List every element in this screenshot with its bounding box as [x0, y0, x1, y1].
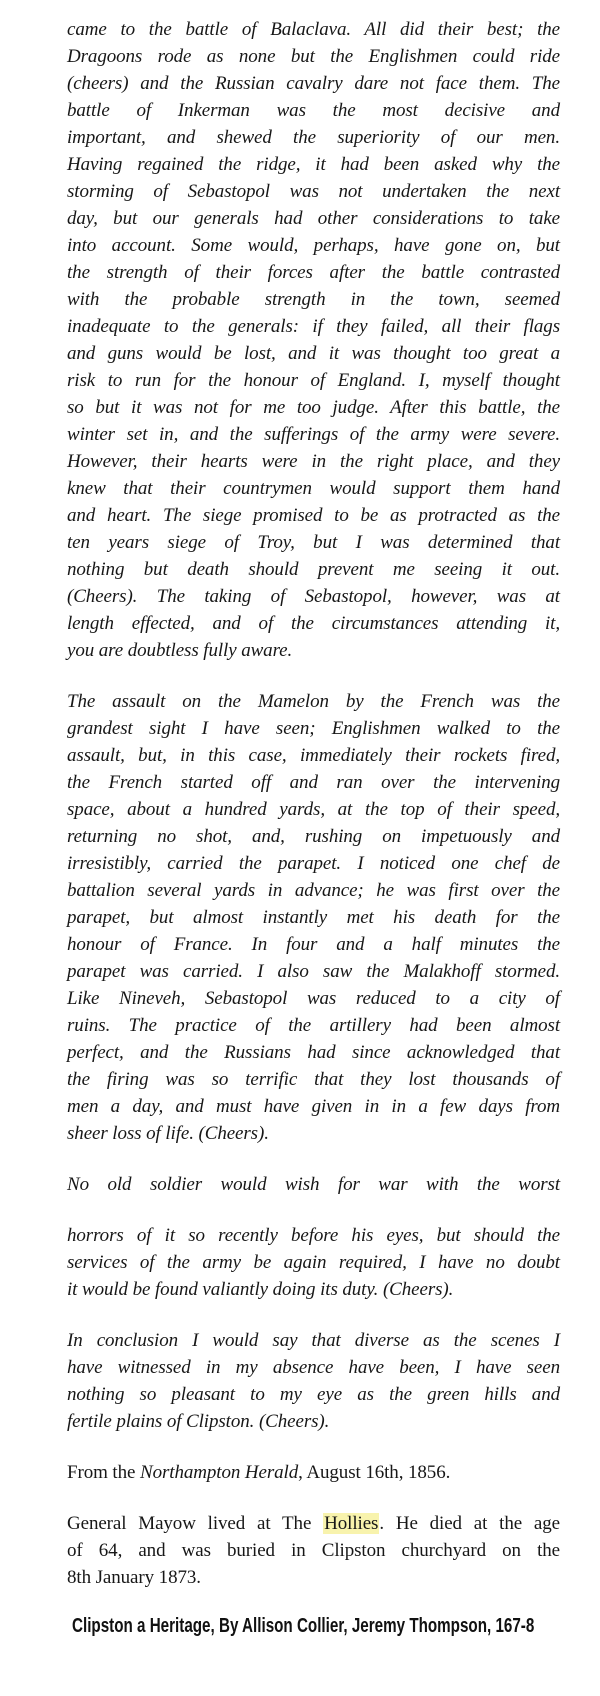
text-line: grandest sight I have seen; Englishmen walked to the: [67, 718, 560, 739]
source-newspaper-title: Northampton Herald: [140, 1462, 299, 1483]
text-line: assault, but, in this case, immediately their rockets fired,: [67, 745, 560, 766]
text-line: risk to run for the honour of England. I, myself thought: [67, 370, 560, 391]
text-line: battalion several yards in advance; he was first over the: [67, 880, 560, 901]
text-line: it would be found valiantly doing its duty. (Cheers).: [67, 1279, 454, 1300]
text-line: Having regained the ridge, it had been asked why the: [67, 154, 560, 175]
text-line: you are doubtless fully aware.: [67, 640, 293, 661]
speech-paragraph-3: [67, 1171, 560, 1198]
text-line: have witnessed in my absence have been, I have seen: [67, 1357, 560, 1378]
text-line: of 64, and was buried in Clipston churchyard on the: [67, 1540, 560, 1561]
text-line: [67, 1510, 560, 1537]
text-line: However, their hearts were in the right place, and they: [67, 451, 560, 472]
text-line: Dragoons rode as none but the Englishmen could ride: [67, 46, 560, 67]
closing-text-after-highlight: . He died at the age: [379, 1513, 560, 1534]
text-line: winter set in, and the sufferings of the army were severe.: [67, 424, 560, 445]
text-line: nothing so pleasant to my eye as the green hills and: [67, 1384, 560, 1405]
text-line: honour of France. In four and a half minutes the: [67, 934, 560, 955]
text-line: perfect, and the Russians had since acknowledged that: [67, 1042, 560, 1063]
text-line: into account. Some would, perhaps, have gone on, but: [67, 235, 560, 256]
text-line: the firing was so terrific that they lost thousands of: [67, 1069, 560, 1090]
text-line: nothing but death should prevent me seeing it out.: [67, 559, 560, 580]
text-line: men a day, and must have given in in a few days from: [67, 1096, 560, 1117]
text-line: Like Nineveh, Sebastopol was reduced to a city of: [67, 988, 560, 1009]
text-line: came to the battle of Balaclava. All did their best; the: [67, 19, 560, 40]
text-line: length effected, and of the circumstances attending it,: [67, 613, 560, 634]
speech-paragraph-1: [67, 16, 560, 664]
closing-paragraph: [67, 1510, 560, 1591]
text-line: irresistibly, carried the parapet. I noticed one chef de: [67, 853, 560, 874]
book-citation-caption: Clipston a Heritage, By Allison Collier, Jeremy Thompson, 167-8: [72, 1615, 535, 1637]
text-line: parapet, but almost instantly met his death for the: [67, 907, 560, 928]
text-line: In conclusion I would say that diverse as the scenes I: [67, 1330, 560, 1351]
text-line: services of the army be again required, I have no doubt: [67, 1252, 560, 1273]
closing-text-before-highlight: General Mayow lived at The: [67, 1513, 324, 1534]
speech-paragraph-5: [67, 1327, 560, 1435]
text-line: The assault on the Mamelon by the French was the: [67, 691, 560, 712]
text-line: with the probable strength in the town, seemed: [67, 289, 560, 310]
text-line: important, and shewed the superiority of our men.: [67, 127, 560, 148]
text-line: space, about a hundred yards, at the top of their speed,: [67, 799, 560, 820]
text-line: and heart. The siege promised to be as protracted as the: [67, 505, 560, 526]
text-line: inadequate to the generals: if they failed, all their flags: [67, 316, 560, 337]
text-line: knew that their countrymen would support them hand: [67, 478, 560, 499]
text-line: the French started off and ran over the intervening: [67, 772, 560, 793]
text-line: storming of Sebastopol was not undertaken the next: [67, 181, 560, 202]
source-line-paragraph: [67, 1459, 560, 1486]
text-line: parapet was carried. I also saw the Malakhoff stormed.: [67, 961, 560, 982]
text-line: ruins. The practice of the artillery had been almost: [67, 1015, 560, 1036]
text-line: 8th January 1873.: [67, 1567, 201, 1588]
text-line: so but it was not for me too judge. After this battle, the: [67, 397, 560, 418]
text-line: the strength of their forces after the battle contrasted: [67, 262, 560, 283]
text-line: (cheers) and the Russian cavalry dare not face them. The: [67, 73, 560, 94]
text-line: fertile plains of Clipston. (Cheers).: [67, 1411, 330, 1432]
text-line: horrors of it so recently before his eyes, but should the: [67, 1225, 560, 1246]
source-line: [67, 1459, 560, 1486]
text-line: ten years siege of Troy, but I was determined that: [67, 532, 560, 553]
text-line: No old soldier would wish for war with the worst: [67, 1174, 560, 1195]
text-line: day, but our generals had other considerations to take: [67, 208, 560, 229]
text-line: returning no shot, and, rushing on impetuously and: [67, 826, 560, 847]
text-line: and guns would be lost, and it was thought too great a: [67, 343, 560, 364]
speech-paragraph-2: [67, 688, 560, 1147]
speech-paragraph-4: [67, 1222, 560, 1303]
source-prefix: From the: [67, 1462, 140, 1483]
source-suffix: , August 16th, 1856.: [298, 1462, 451, 1483]
text-line: (Cheers). The taking of Sebastopol, however, was at: [67, 586, 560, 607]
text-line: battle of Inkerman was the most decisive and: [67, 100, 560, 121]
highlighted-word: Hollies: [324, 1513, 379, 1534]
text-line: sheer loss of life. (Cheers).: [67, 1123, 269, 1144]
